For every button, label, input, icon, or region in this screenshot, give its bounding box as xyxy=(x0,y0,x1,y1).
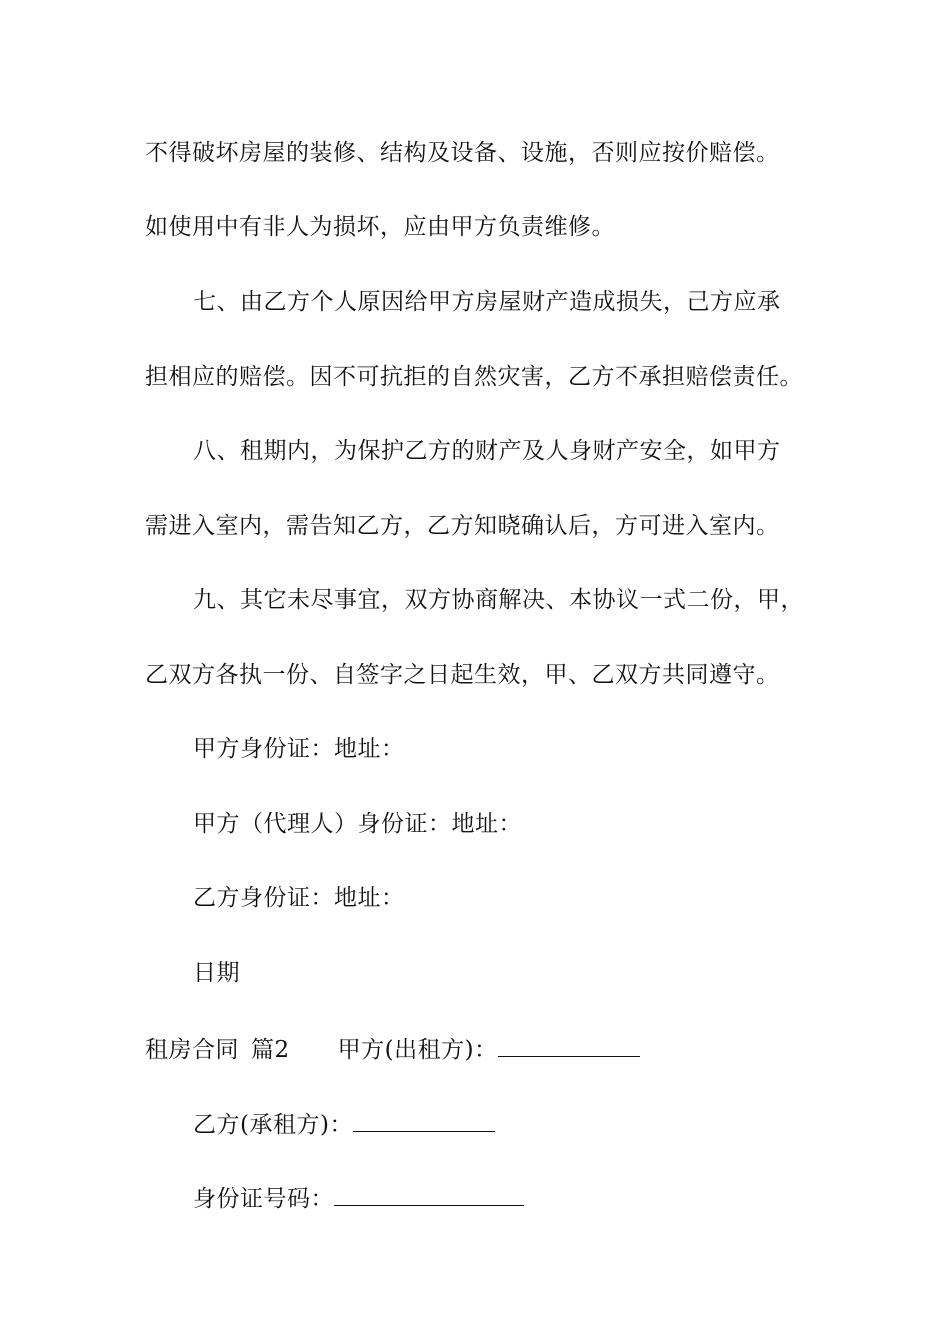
paragraph-line: 需进入室内，需告知乙方，乙方知晓确认后，方可进入室内。 xyxy=(145,513,780,539)
lessee-blank[interactable] xyxy=(353,1109,495,1132)
party-a-id-line: 甲方身份证：地址： xyxy=(193,736,405,762)
contract-section: 篇2 xyxy=(251,1037,290,1063)
clause-nine: 九、其它未尽事宜，双方协商解决、本协议一式二份，甲， xyxy=(193,587,804,613)
lessor-blank[interactable] xyxy=(498,1034,640,1057)
paragraph-line: 担相应的赔偿。因不可抗拒的自然灾害，乙方不承担赔偿责任。 xyxy=(145,364,803,390)
party-a-agent-id-line: 甲方（代理人）身份证：地址： xyxy=(193,811,522,837)
contract-two-header xyxy=(145,1034,640,1064)
lessee-line xyxy=(193,1109,495,1139)
clause-eight: 八、租期内，为保护乙方的财产及人身财产安全，如甲方 xyxy=(193,438,781,464)
lessor-label: 甲方(出租方)： xyxy=(337,1037,498,1063)
party-b-id-line: 乙方身份证：地址： xyxy=(193,885,405,911)
id-number-line xyxy=(193,1183,524,1213)
date-line: 日期 xyxy=(193,960,240,986)
paragraph-line: 乙双方各执一份、自签字之日起生效，甲、乙双方共同遵守。 xyxy=(145,662,780,688)
paragraph-line: 如使用中有非人为损坏，应由甲方负责维修。 xyxy=(145,214,615,240)
clause-seven: 七、由乙方个人原因给甲方房屋财产造成损失，己方应承 xyxy=(193,289,781,315)
lessee-label: 乙方(承租方)： xyxy=(193,1112,353,1138)
id-number-blank[interactable] xyxy=(334,1183,524,1206)
paragraph-line: 不得破坏房屋的装修、结构及设备、设施，否则应按价赔偿。 xyxy=(145,140,780,166)
id-number-label: 身份证号码： xyxy=(193,1186,334,1212)
contract-title: 租房合同 xyxy=(145,1037,239,1063)
